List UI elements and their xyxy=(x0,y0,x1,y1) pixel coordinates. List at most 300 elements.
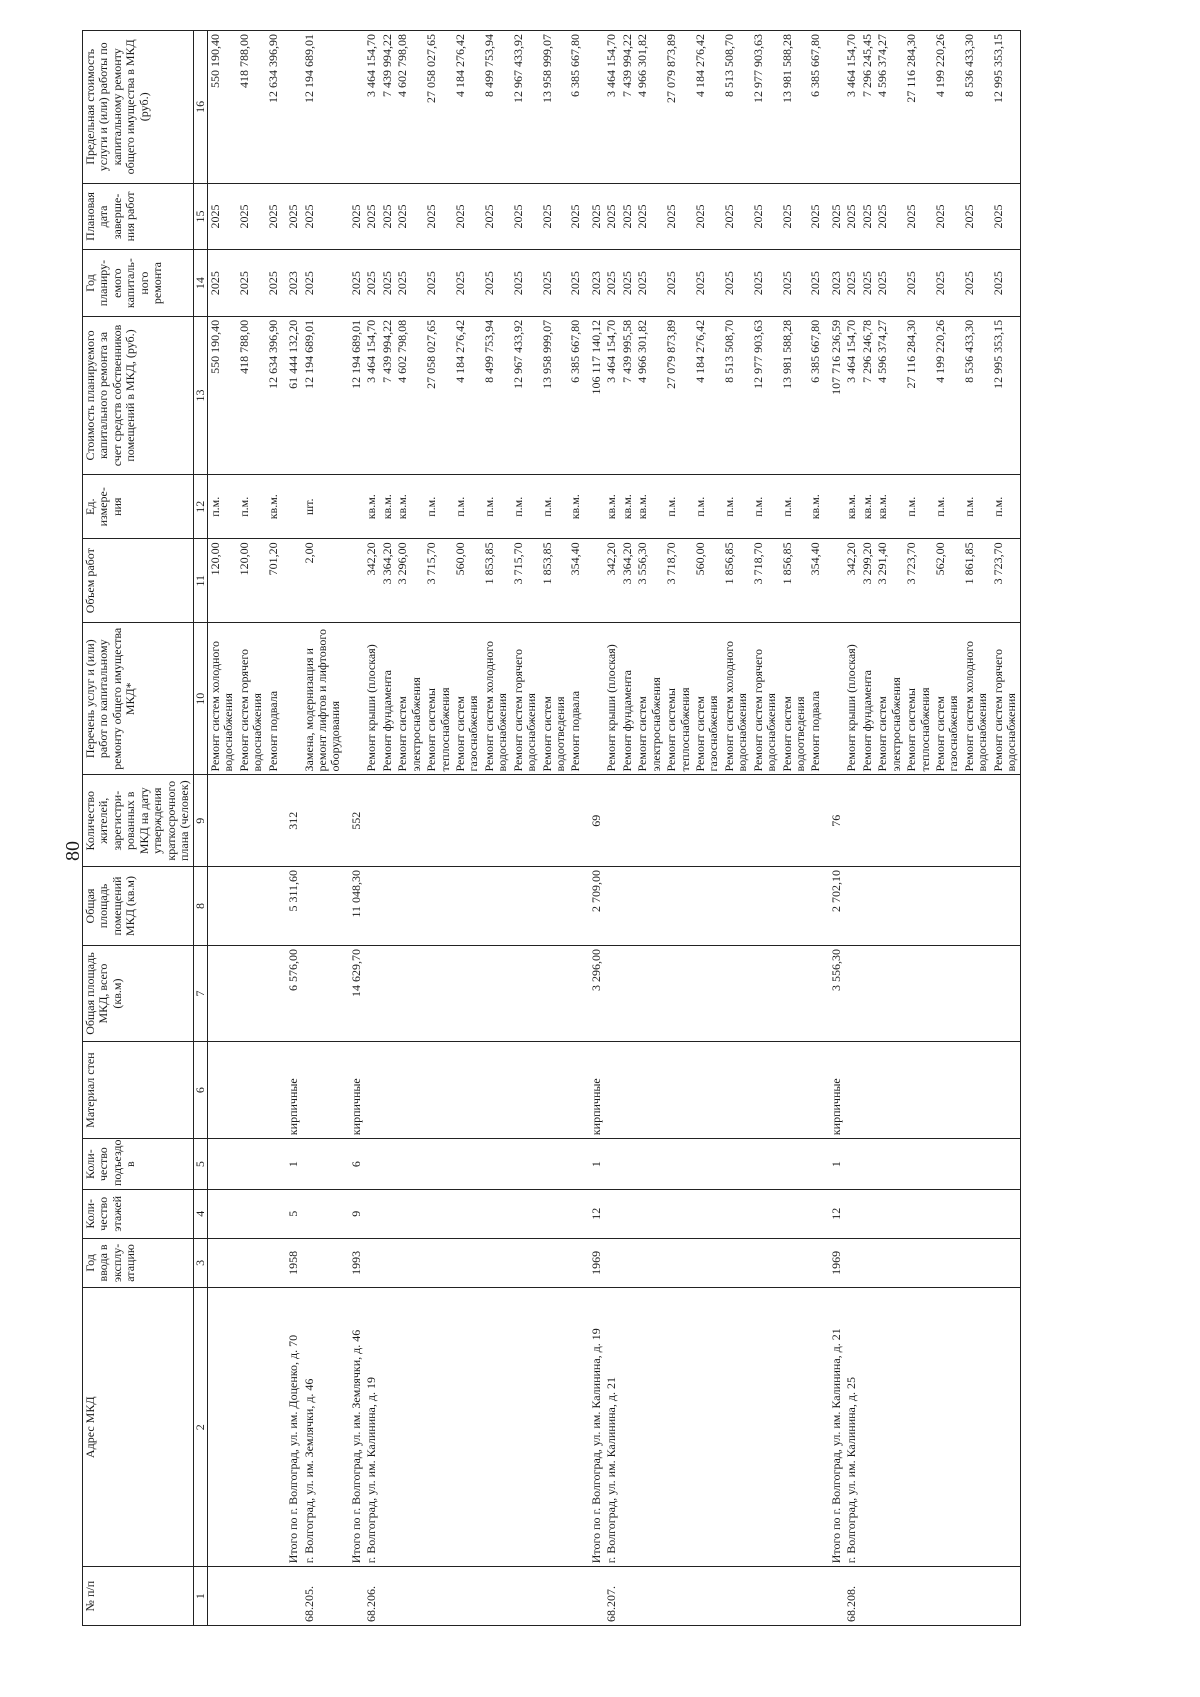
table-cell xyxy=(664,1288,693,1567)
table-cell: 2025 xyxy=(302,183,344,250)
table-cell xyxy=(364,1190,379,1239)
table-row xyxy=(780,31,809,1626)
table-cell xyxy=(844,775,859,866)
table-cell: 2025 xyxy=(453,183,482,250)
table-cell xyxy=(780,946,809,1042)
table-cell xyxy=(540,1288,569,1567)
column-header-15: Плановая дата заверше-ния работ xyxy=(83,183,194,250)
table-cell: 2025 xyxy=(844,250,859,317)
table-cell xyxy=(962,775,991,866)
table-cell: кирпичные xyxy=(344,1042,364,1139)
table-cell: 4 966 301,82 xyxy=(635,316,664,474)
table-cell xyxy=(482,866,511,945)
table-row xyxy=(237,31,266,1626)
table-cell: Ремонт фундамента xyxy=(380,623,395,775)
table-cell xyxy=(635,1288,664,1567)
table-cell xyxy=(482,1190,511,1239)
table-cell: 3 718,70 xyxy=(664,539,693,623)
table-cell xyxy=(453,946,482,1042)
table-cell: 4 596 374,27 xyxy=(875,316,904,474)
table-cell: 5 311,60 xyxy=(281,866,301,945)
table-cell xyxy=(424,1190,453,1239)
table-cell: г. Волгоград, ул. им. Калинина, д. 19 xyxy=(364,1288,379,1567)
table-cell: 2023 xyxy=(584,250,604,317)
table-cell: 107 716 236,59 xyxy=(824,316,844,474)
table-cell: 342,20 xyxy=(604,539,619,623)
table-cell xyxy=(904,1139,933,1190)
table-cell: 13 981 588,28 xyxy=(780,316,809,474)
table-cell xyxy=(693,1042,722,1139)
column-header-4: Коли-чество этажей xyxy=(83,1190,194,1239)
table-row xyxy=(991,31,1020,1626)
table-cell xyxy=(904,1288,933,1567)
table-cell: 2025 xyxy=(395,183,424,250)
table-cell: 4 596 374,27 xyxy=(875,31,904,184)
table-cell xyxy=(568,866,583,945)
table-cell xyxy=(620,1139,635,1190)
table-cell: 2025 xyxy=(722,183,751,250)
table-cell: 2025 xyxy=(860,250,875,317)
table-cell: 68.208. xyxy=(844,1567,859,1626)
table-cell xyxy=(511,1190,540,1239)
column-number-5: 5 xyxy=(193,1139,207,1190)
table-cell xyxy=(751,1042,780,1139)
table-cell xyxy=(620,1567,635,1626)
table-cell: 550 190,40 xyxy=(207,316,236,474)
table-cell: 342,20 xyxy=(844,539,859,623)
table-cell xyxy=(693,1139,722,1190)
table-cell xyxy=(302,946,344,1042)
column-number-7: 7 xyxy=(193,946,207,1042)
table-cell xyxy=(584,31,604,184)
table-cell: п.м. xyxy=(904,475,933,539)
column-header-8: Общая площадь помещений МКД (кв.м) xyxy=(83,866,194,945)
table-cell xyxy=(207,1288,236,1567)
table-cell xyxy=(635,1042,664,1139)
column-number-2: 2 xyxy=(193,1288,207,1567)
table-cell: 2025 xyxy=(962,250,991,317)
table-cell xyxy=(860,1288,875,1567)
table-cell: Ремонт систем электроснабжения xyxy=(875,623,904,775)
table-row xyxy=(962,31,991,1626)
table-cell: Итого по г. Волгоград, ул. им. Калинина, д. 19 xyxy=(584,1288,604,1567)
table-cell xyxy=(302,1139,344,1190)
column-number-11: 11 xyxy=(193,539,207,623)
table-cell xyxy=(511,866,540,945)
table-cell xyxy=(380,1288,395,1567)
table-cell xyxy=(751,946,780,1042)
table-row xyxy=(635,31,664,1626)
table-cell: п.м. xyxy=(453,475,482,539)
table-cell xyxy=(693,946,722,1042)
table-cell xyxy=(808,1238,823,1288)
table-cell: 2025 xyxy=(904,250,933,317)
table-cell: п.м. xyxy=(780,475,809,539)
table-cell: 3 718,70 xyxy=(751,539,780,623)
table-cell xyxy=(266,1238,281,1288)
table-cell xyxy=(364,1238,379,1288)
table-cell: Ремонт систем газоснабжения xyxy=(933,623,962,775)
column-number-1: 1 xyxy=(193,1567,207,1626)
table-cell: 8 536 433,30 xyxy=(962,316,991,474)
table-cell xyxy=(904,946,933,1042)
table-cell: 2025 xyxy=(635,183,664,250)
table-cell: 4 602 798,08 xyxy=(395,316,424,474)
table-cell: 2025 xyxy=(751,183,780,250)
column-number-row xyxy=(193,31,207,1626)
table-cell xyxy=(808,1042,823,1139)
table-cell xyxy=(991,1190,1020,1239)
table-cell xyxy=(875,1042,904,1139)
table-cell: 1 856,85 xyxy=(722,539,751,623)
table-cell xyxy=(933,1042,962,1139)
table-cell xyxy=(780,775,809,866)
table-cell: 12 194 689,01 xyxy=(302,316,344,474)
column-header-11: Объем работ xyxy=(83,539,194,623)
table-cell xyxy=(808,1288,823,1567)
column-number-15: 15 xyxy=(193,183,207,250)
column-header-3: Год ввода в эксплу-атацию xyxy=(83,1238,194,1288)
table-cell: 5 xyxy=(281,1190,301,1239)
table-cell xyxy=(424,1042,453,1139)
table-cell xyxy=(266,1190,281,1239)
table-cell: 3 556,30 xyxy=(824,946,844,1042)
table-row xyxy=(344,31,364,1626)
table-cell xyxy=(207,946,236,1042)
table-cell: п.м. xyxy=(664,475,693,539)
table-cell xyxy=(991,946,1020,1042)
table-cell xyxy=(344,31,364,184)
table-cell xyxy=(453,1190,482,1239)
table-cell xyxy=(511,1238,540,1288)
table-cell xyxy=(751,866,780,945)
table-cell xyxy=(875,946,904,1042)
table-cell: 9 xyxy=(344,1190,364,1239)
table-cell xyxy=(482,1042,511,1139)
table-cell: кв.м. xyxy=(364,475,379,539)
table-cell: 3 299,20 xyxy=(860,539,875,623)
table-cell: Ремонт фундамента xyxy=(620,623,635,775)
table-cell: 2025 xyxy=(237,183,266,250)
table-cell: 3 364,20 xyxy=(620,539,635,623)
table-cell: Ремонт систем холодного водоснабжения xyxy=(722,623,751,775)
table-cell: 2025 xyxy=(875,183,904,250)
table-cell: Ремонт системы теплоснабжения xyxy=(664,623,693,775)
table-cell xyxy=(482,1139,511,1190)
table-cell: 2025 xyxy=(808,183,823,250)
table-cell: 2025 xyxy=(808,250,823,317)
table-cell: кв.м. xyxy=(860,475,875,539)
table-cell: 68.207. xyxy=(604,1567,619,1626)
table-row xyxy=(207,31,236,1626)
table-cell xyxy=(281,475,301,539)
table-cell xyxy=(620,946,635,1042)
table-cell xyxy=(808,1567,823,1626)
table-cell: 354,40 xyxy=(568,539,583,623)
column-number-9: 9 xyxy=(193,775,207,866)
column-number-13: 13 xyxy=(193,316,207,474)
table-row xyxy=(860,31,875,1626)
table-cell xyxy=(424,1288,453,1567)
table-cell: 2025 xyxy=(991,250,1020,317)
table-cell: 12 995 353,15 xyxy=(991,316,1020,474)
table-cell xyxy=(620,775,635,866)
table-cell: 27 058 027,65 xyxy=(424,31,453,184)
table-cell: 68.205. xyxy=(302,1567,344,1626)
table-cell: 12 xyxy=(824,1190,844,1239)
column-number-16: 16 xyxy=(193,31,207,184)
table-cell: кв.м. xyxy=(875,475,904,539)
table-cell xyxy=(664,1238,693,1288)
table-cell xyxy=(281,623,301,775)
table-cell: 4 184 276,42 xyxy=(453,31,482,184)
table-cell: 12 977 903,63 xyxy=(751,31,780,184)
table-cell: 27 058 027,65 xyxy=(424,316,453,474)
table-cell xyxy=(904,1567,933,1626)
table-cell: 701,20 xyxy=(266,539,281,623)
table-cell xyxy=(860,1238,875,1288)
table-cell: 8 513 508,70 xyxy=(722,31,751,184)
table-cell xyxy=(511,775,540,866)
table-cell xyxy=(875,1567,904,1626)
table-cell xyxy=(991,1139,1020,1190)
table-cell xyxy=(364,775,379,866)
table-cell xyxy=(281,539,301,623)
header-row xyxy=(83,31,194,1626)
table-cell xyxy=(722,1042,751,1139)
table-cell xyxy=(364,1042,379,1139)
table-cell xyxy=(540,1139,569,1190)
column-header-7: Общая площадь МКД, всего (кв.м) xyxy=(83,946,194,1042)
table-cell: 8 536 433,30 xyxy=(962,31,991,184)
table-cell xyxy=(751,1288,780,1567)
table-cell: 8 499 753,94 xyxy=(482,316,511,474)
column-header-6: Материал стен xyxy=(83,1042,194,1139)
table-row xyxy=(364,31,379,1626)
table-cell xyxy=(237,866,266,945)
table-cell xyxy=(875,866,904,945)
table-cell: п.м. xyxy=(482,475,511,539)
table-cell xyxy=(904,1190,933,1239)
table-cell xyxy=(237,1139,266,1190)
table-cell: Итого по г. Волгоград, ул. им. Калинина, д. 21 xyxy=(824,1288,844,1567)
table-cell: 2025 xyxy=(875,250,904,317)
table-cell xyxy=(395,946,424,1042)
table-cell: 2025 xyxy=(540,250,569,317)
table-cell: Ремонт систем горячего водоснабжения xyxy=(237,623,266,775)
table-cell xyxy=(604,1042,619,1139)
table-cell xyxy=(540,775,569,866)
table-cell xyxy=(395,866,424,945)
table-cell: 2025 xyxy=(780,250,809,317)
table-cell: 4 966 301,82 xyxy=(635,31,664,184)
table-cell xyxy=(991,1567,1020,1626)
table-cell: 4 184 276,42 xyxy=(693,31,722,184)
column-number-6: 6 xyxy=(193,1042,207,1139)
table-cell xyxy=(860,775,875,866)
table-cell xyxy=(751,1567,780,1626)
table-cell xyxy=(511,1042,540,1139)
table-cell xyxy=(824,1567,844,1626)
table-cell: 8 513 508,70 xyxy=(722,316,751,474)
table-cell xyxy=(302,866,344,945)
table-cell xyxy=(962,1567,991,1626)
table-cell xyxy=(207,1190,236,1239)
table-cell: 2025 xyxy=(424,183,453,250)
table-cell: 2025 xyxy=(540,183,569,250)
table-cell: кв.м. xyxy=(808,475,823,539)
table-cell: кв.м. xyxy=(380,475,395,539)
table-cell: 1 xyxy=(824,1139,844,1190)
table-cell: г. Волгоград, ул. им. Землячки, д. 46 xyxy=(302,1288,344,1567)
table-cell xyxy=(844,946,859,1042)
table-row xyxy=(875,31,904,1626)
table-cell xyxy=(237,946,266,1042)
table-cell xyxy=(751,1238,780,1288)
table-cell: 2025 xyxy=(344,183,364,250)
table-cell xyxy=(453,1238,482,1288)
table-cell: п.м. xyxy=(207,475,236,539)
table-cell xyxy=(380,866,395,945)
table-cell xyxy=(722,1190,751,1239)
column-header-2: Адрес МКД xyxy=(83,1288,194,1567)
table-cell xyxy=(380,1042,395,1139)
table-cell: 2025 xyxy=(991,183,1020,250)
table-cell: 1 853,85 xyxy=(482,539,511,623)
table-cell: 342,20 xyxy=(364,539,379,623)
table-cell: 68.206. xyxy=(364,1567,379,1626)
table-cell: г. Волгоград, ул. им. Калинина, д. 21 xyxy=(604,1288,619,1567)
table-cell: 2025 xyxy=(207,183,236,250)
table-cell: 354,40 xyxy=(808,539,823,623)
table-cell: 13 958 999,07 xyxy=(540,316,569,474)
table-cell: кирпичные xyxy=(584,1042,604,1139)
table-row xyxy=(808,31,823,1626)
table-cell: Ремонт систем электроснабжения xyxy=(395,623,424,775)
table-cell xyxy=(540,1238,569,1288)
table-cell xyxy=(991,1288,1020,1567)
table-cell: 2025 xyxy=(693,250,722,317)
column-number-3: 3 xyxy=(193,1238,207,1288)
table-row xyxy=(604,31,619,1626)
table-cell: 1 853,85 xyxy=(540,539,569,623)
table-cell xyxy=(482,946,511,1042)
table-cell xyxy=(344,539,364,623)
table-cell xyxy=(424,866,453,945)
table-cell: 2025 xyxy=(266,250,281,317)
table-cell xyxy=(511,946,540,1042)
table-cell xyxy=(281,31,301,184)
column-header-10: Перечень услуг и (или) работ по капитальному ремонту общего имущества МКД* xyxy=(83,623,194,775)
table-cell: 562,00 xyxy=(933,539,962,623)
table-cell xyxy=(933,1238,962,1288)
table-cell xyxy=(364,946,379,1042)
table-row xyxy=(453,31,482,1626)
table-cell: кв.м. xyxy=(844,475,859,539)
table-cell xyxy=(620,1238,635,1288)
table-cell xyxy=(604,775,619,866)
table-cell: п.м. xyxy=(962,475,991,539)
table-cell: 3 715,70 xyxy=(424,539,453,623)
column-number-12: 12 xyxy=(193,475,207,539)
table-cell: 27 116 284,30 xyxy=(904,316,933,474)
table-cell: 106 117 140,12 xyxy=(584,316,604,474)
table-cell: 4 184 276,42 xyxy=(693,316,722,474)
table-cell: Ремонт систем газоснабжения xyxy=(453,623,482,775)
table-cell: 2025 xyxy=(380,183,395,250)
table-cell xyxy=(664,946,693,1042)
table-cell xyxy=(540,1042,569,1139)
table-cell: 120,00 xyxy=(237,539,266,623)
table-cell xyxy=(584,1567,604,1626)
table-cell xyxy=(568,1190,583,1239)
table-cell: кв.м. xyxy=(635,475,664,539)
table-cell: 2025 xyxy=(751,250,780,317)
table-cell: Ремонт систем холодного водоснабжения xyxy=(482,623,511,775)
table-cell xyxy=(424,1139,453,1190)
table-cell: Ремонт фундамента xyxy=(860,623,875,775)
table-cell xyxy=(584,623,604,775)
table-cell: Ремонт систем водоотведения xyxy=(780,623,809,775)
table-cell xyxy=(780,866,809,945)
table-cell xyxy=(933,946,962,1042)
table-cell xyxy=(302,1190,344,1239)
table-cell: кв.м. xyxy=(604,475,619,539)
table-row xyxy=(693,31,722,1626)
table-cell xyxy=(584,475,604,539)
table-cell: Ремонт систем горячего водоснабжения xyxy=(991,623,1020,775)
table-cell xyxy=(962,1190,991,1239)
table-cell: 4 184 276,42 xyxy=(453,316,482,474)
table-cell xyxy=(604,946,619,1042)
table-cell: Ремонт систем холодного водоснабжения xyxy=(207,623,236,775)
table-cell xyxy=(808,775,823,866)
table-cell: 2025 xyxy=(620,250,635,317)
table-cell: 27 079 873,89 xyxy=(664,31,693,184)
table-cell: 2025 xyxy=(482,183,511,250)
table-cell xyxy=(620,1042,635,1139)
table-cell xyxy=(207,866,236,945)
table-cell: 12 967 433,92 xyxy=(511,316,540,474)
table-cell: 560,00 xyxy=(693,539,722,623)
table-cell xyxy=(635,1238,664,1288)
table-cell xyxy=(364,866,379,945)
table-cell xyxy=(302,775,344,866)
table-cell xyxy=(808,1139,823,1190)
table-cell: 2025 xyxy=(962,183,991,250)
table-cell xyxy=(844,1190,859,1239)
table-row xyxy=(620,31,635,1626)
table-cell xyxy=(424,1567,453,1626)
table-cell: 1 861,85 xyxy=(962,539,991,623)
table-cell xyxy=(693,866,722,945)
table-cell: 69 xyxy=(584,775,604,866)
table-cell xyxy=(635,866,664,945)
table-cell: 3 464 154,70 xyxy=(844,31,859,184)
table-cell xyxy=(380,946,395,1042)
table-cell: 552 xyxy=(344,775,364,866)
table-cell: 2025 xyxy=(482,250,511,317)
table-cell xyxy=(860,1190,875,1239)
table-cell: п.м. xyxy=(540,475,569,539)
table-cell: 2025 xyxy=(266,183,281,250)
table-cell xyxy=(207,1139,236,1190)
table-cell xyxy=(722,866,751,945)
table-cell: 3 464 154,70 xyxy=(604,31,619,184)
table-cell: п.м. xyxy=(933,475,962,539)
table-cell: 2,00 xyxy=(302,539,344,623)
table-cell xyxy=(237,1042,266,1139)
